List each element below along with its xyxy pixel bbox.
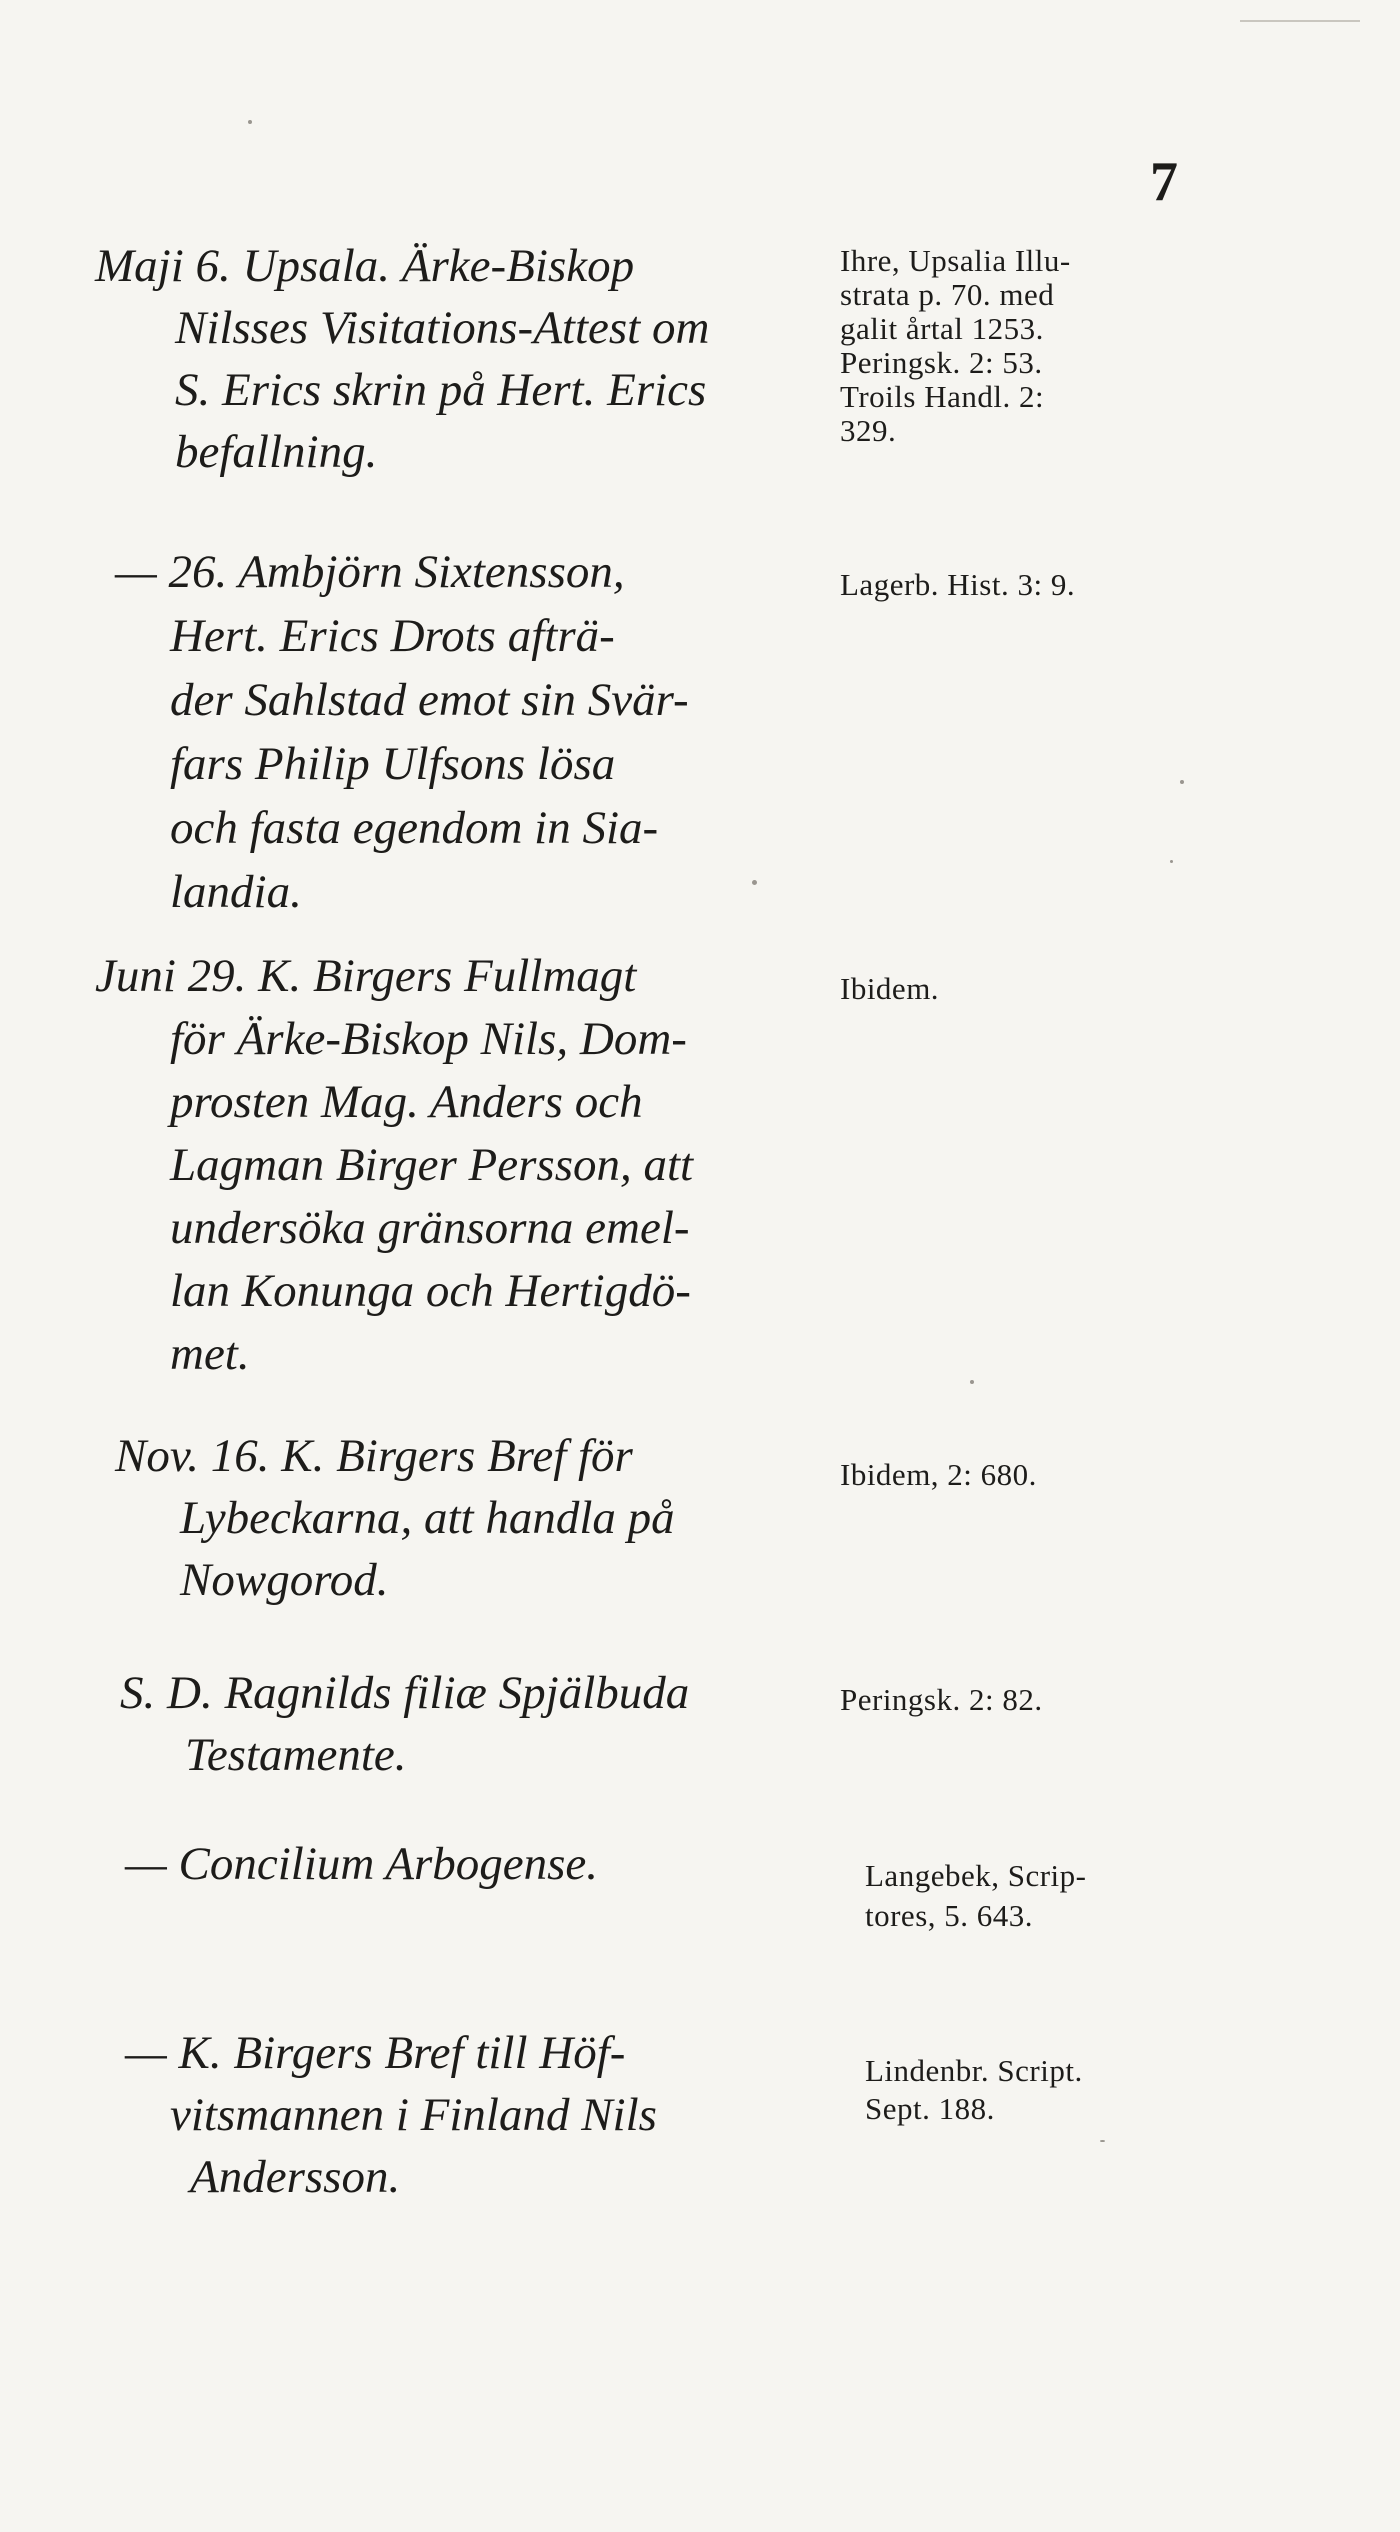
text-line: Juni 29. K. Birgers Fullmagt <box>95 950 637 1002</box>
ref-line: Sept. 188. <box>865 2091 995 2126</box>
text-line: Lagman Birger Persson, att <box>170 1139 694 1191</box>
text-line: Hert. Erics Drots afträ- <box>170 610 615 662</box>
entry-4-text <box>115 1425 775 1611</box>
text-line: Nov. 16. K. Birgers Bref för <box>115 1430 633 1482</box>
entry-4-reference <box>840 1458 1260 1492</box>
text-line: undersöka gränsorna emel- <box>170 1202 690 1254</box>
ref-line: Lindenbr. Script. <box>865 2053 1083 2088</box>
text-line: — 26. Ambjörn Sixtensson, <box>115 546 625 598</box>
text-line: Nowgorod. <box>180 1554 389 1606</box>
ref-line: Ibidem, 2: 680. <box>840 1457 1037 1492</box>
entry-6-text <box>125 1833 785 1895</box>
paper-speck <box>970 1380 974 1384</box>
entry-7-text <box>125 2022 785 2208</box>
ref-line: Lagerb. Hist. 3: 9. <box>840 567 1076 602</box>
entry-2-text <box>115 540 775 924</box>
ref-line: tores, 5. 643. <box>865 1898 1034 1933</box>
text-line: — K. Birgers Bref till Höf- <box>125 2027 626 2079</box>
text-line: Lybeckarna, att handla på <box>180 1492 675 1544</box>
ref-line: Ihre, Upsalia Illu- <box>840 243 1071 278</box>
paper-speck <box>1170 860 1173 863</box>
text-line: Maji 6. Upsala. Ärke-Biskop <box>95 240 635 292</box>
paper-speck <box>752 880 757 885</box>
ref-line: Troils Handl. 2: <box>840 379 1045 414</box>
text-line: Testamente. <box>185 1729 407 1781</box>
entry-1-reference <box>840 244 1260 448</box>
ref-line: Langebek, Scrip- <box>865 1858 1087 1893</box>
text-line: S. D. Ragnilds filiæ Spjälbuda <box>120 1667 690 1719</box>
entry-3-text <box>95 945 755 1386</box>
entry-5-text <box>120 1662 780 1786</box>
text-line: S. Erics skrin på Hert. Erics <box>175 364 707 416</box>
text-line: lan Konunga och Hertigdö- <box>170 1265 691 1317</box>
text-line: vitsmannen i Finland Nils <box>170 2089 657 2141</box>
text-line: och fasta egendom in Sia- <box>170 802 659 854</box>
entry-2-reference <box>840 568 1260 602</box>
entry-7-reference <box>865 2052 1285 2128</box>
ref-line: Peringsk. 2: 82. <box>840 1682 1043 1717</box>
text-line: prosten Mag. Anders och <box>170 1076 643 1128</box>
text-line: Nilsses Visitations-Attest om <box>175 302 710 354</box>
paper-speck <box>1180 780 1184 784</box>
ref-line: Ibidem. <box>840 971 940 1006</box>
paper-speck <box>248 120 252 124</box>
ref-line: 329. <box>840 413 897 448</box>
text-line: landia. <box>170 866 302 918</box>
entry-1-text <box>95 235 755 483</box>
ref-line: strata p. 70. med <box>840 277 1055 312</box>
text-line: Andersson. <box>190 2151 401 2203</box>
ref-line: galit årtal 1253. <box>840 311 1044 346</box>
text-line: — Concilium Arbogense. <box>125 1838 599 1890</box>
text-line: met. <box>170 1328 250 1380</box>
ref-line: Peringsk. 2: 53. <box>840 345 1043 380</box>
entry-5-reference <box>840 1683 1260 1717</box>
entry-3-reference <box>840 972 1260 1006</box>
paper-speck <box>1100 2140 1105 2142</box>
page-number: 7 <box>1150 151 1178 213</box>
text-line: fars Philip Ulfsons lösa <box>170 738 616 790</box>
text-line: der Sahlstad emot sin Svär- <box>170 674 689 726</box>
entry-6-reference <box>865 1856 1285 1936</box>
text-line: för Ärke-Biskop Nils, Dom- <box>170 1013 687 1065</box>
text-line: befallning. <box>175 426 378 478</box>
top-edge-mark <box>1240 20 1360 22</box>
